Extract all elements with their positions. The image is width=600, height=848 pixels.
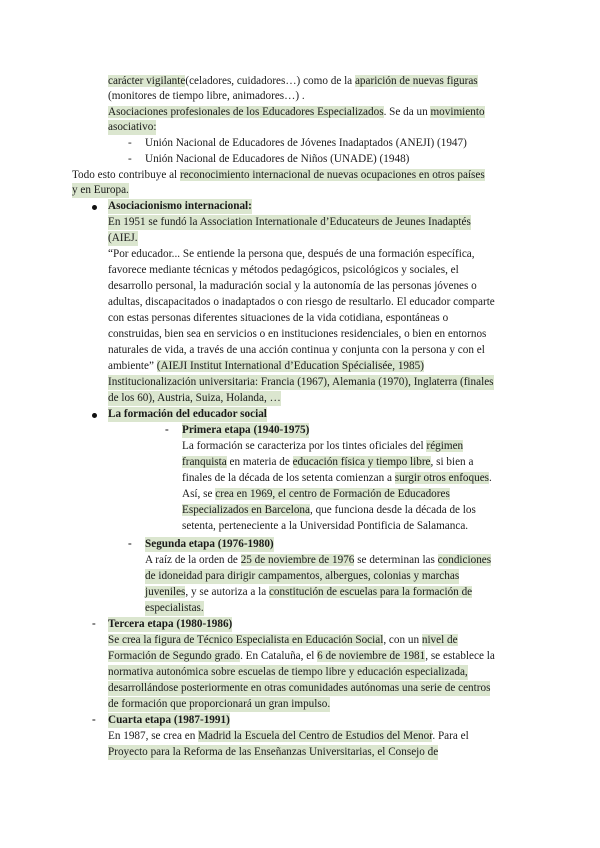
summary-line-1 xyxy=(72,168,485,183)
text: . xyxy=(489,472,492,484)
highlight: reconocimiento internacional de nuevas ocupaciones en otros países xyxy=(179,169,485,181)
section-heading-asociacionismo: Asociacionismo internacional: xyxy=(108,199,252,214)
quote-line: desarrollo personal, la maduración social y la autonomía de las personas jóvenes o xyxy=(108,280,477,292)
intro-line-2: (monitores de tiempo libre, animadores…) . xyxy=(108,90,305,102)
stage-1-line-6: setenta, perteneciente a la Universidad Pontificia de Salamanca. xyxy=(182,520,469,532)
dash-bullet: - xyxy=(128,137,132,149)
intro-line-1 xyxy=(108,74,478,89)
list-item-aneji: Unión Nacional de Educadores de Jóvenes Inadaptados (ANEJI) (1947) xyxy=(145,137,467,149)
stage-3-line-2 xyxy=(108,649,495,664)
highlight: Madrid la Escuela del Centro de Estudios del Menor xyxy=(198,730,433,742)
highlight: carácter vigilante xyxy=(108,75,186,87)
stage-1-line-1 xyxy=(182,439,463,454)
bullet-dot-icon xyxy=(92,205,97,210)
institucionalizacion-line-2: de los 60), Austria, Suiza, Holanda, … xyxy=(108,391,281,406)
highlight: surgir otros enfoques xyxy=(394,472,490,484)
stage-1-line-4 xyxy=(182,487,450,502)
summary-line-2: y en Europa. xyxy=(72,183,129,198)
text: A raíz de la orden de xyxy=(145,554,241,566)
stage-2-line-4: especialistas. xyxy=(145,601,204,616)
text: . Se da un xyxy=(383,106,431,118)
aiej-line-2: (AIEJ. xyxy=(108,231,138,246)
highlight: Formación de Segundo grado xyxy=(108,650,241,662)
highlight: 25 de noviembre de 1976 xyxy=(240,554,355,566)
dash-bullet: - xyxy=(128,153,132,165)
dash-bullet: - xyxy=(128,538,132,550)
highlight: 6 de noviembre de 1981 xyxy=(317,650,426,662)
list-item-unade: Unión Nacional de Educadores de Niños (UNADE) (1948) xyxy=(145,153,410,165)
stage-2-line-3 xyxy=(145,585,472,600)
stage-4-line-2: Proyecto para la Reforma de las Enseñanzas Universitarias, el Consejo de xyxy=(108,745,438,760)
stage-1-line-3 xyxy=(182,471,492,486)
stage-3-line-3: normativa autonómica sobre escuelas de tiempo libre y educación especializada, xyxy=(108,665,468,680)
highlight: crea en 1969 xyxy=(215,488,273,500)
text: , que funciona desde la década de los xyxy=(309,504,476,516)
quote-line: adultas, discapacitados o inadaptados o con riesgo de resultarlo. El educador comparte xyxy=(108,296,495,308)
stage-1-line-2 xyxy=(182,455,473,470)
dash-bullet: - xyxy=(92,714,96,726)
text: En 1987, se crea en xyxy=(108,730,199,742)
intro-line-3 xyxy=(108,105,485,120)
text: ambiente” xyxy=(108,360,157,372)
text: en materia de xyxy=(226,456,293,468)
quote-line: construidas, bien sea en servicios o en instituciones residenciales, o bien en entornos xyxy=(108,328,487,340)
institucionalizacion-line-1: Institucionalización universitaria: Francia (1967), Alemania (1970), Inglaterra (finales xyxy=(108,375,494,390)
highlight: constitución de escuelas para la formación de xyxy=(268,586,473,598)
stage-2-title: Segunda etapa (1976-1980) xyxy=(145,537,274,552)
text: , con un xyxy=(383,634,422,646)
quote-last-line xyxy=(108,359,424,374)
highlight: (AIEJI Institut International d’Education Spécialisée, 1985) xyxy=(156,360,424,372)
bullet-dot-icon xyxy=(92,413,97,418)
intro-line-4: asociativo: xyxy=(108,120,156,135)
text: finales de la década de los setenta comienzan a xyxy=(182,472,395,484)
quote-line: “Por educador... Se entiende la persona que, después de una formación específica, xyxy=(108,248,475,260)
highlight: franquista xyxy=(182,456,227,468)
highlight: aparición de nuevas figuras xyxy=(354,75,478,87)
quote-line: con estas personas diferentes situaciones de la vida cotidiana, espontáneas o xyxy=(108,312,449,324)
stage-2-line-1 xyxy=(145,553,491,568)
highlight: , el centro de Formación de Educadores xyxy=(272,488,450,500)
aiej-line-1: En 1951 se fundó la Association Internationale d’Educateurs de Jeunes Inadaptés xyxy=(108,215,471,230)
stage-1-line-5 xyxy=(182,503,476,518)
text: La formación se caracteriza por los tintes oficiales del xyxy=(182,440,427,452)
highlight: condiciones xyxy=(437,554,492,566)
stage-4-line-1 xyxy=(108,729,469,744)
stage-3-title: Tercera etapa (1980-1986) xyxy=(108,617,232,632)
highlight: educación física y tiempo libre xyxy=(292,456,431,468)
quote-line: favorece mediante técnicas y métodos pedagógicos, psicológicos y sociales, el xyxy=(108,264,459,276)
text: . Para el xyxy=(432,730,469,742)
dash-bullet: - xyxy=(165,424,169,436)
highlight: juveniles xyxy=(145,586,186,598)
stage-3-line-1 xyxy=(108,633,458,648)
stage-4-title: Cuarta etapa (1987-1991) xyxy=(108,713,230,728)
highlight: nivel de xyxy=(421,634,458,646)
text: (celadores, cuidadores…) como de la xyxy=(185,75,355,87)
text: , si bien a xyxy=(430,456,474,468)
section-heading-formacion: La formación del educador social xyxy=(108,407,267,422)
text: Todo esto contribuye al xyxy=(72,169,180,181)
stage-2-line-2: de idoneidad para dirigir campamentos, albergues, colonias y marchas xyxy=(145,569,459,584)
text: se determinan las xyxy=(354,554,438,566)
stage-3-line-4: desarrollándose posteriormente en otras comunidades autónomas una serie de centros xyxy=(108,681,490,696)
text: , y se autoriza a la xyxy=(185,586,269,598)
quote-line: naturales de vida, a través de una acción continua y conjunta con la persona y con el xyxy=(108,344,485,356)
highlight: Asociaciones profesionales de los Educadores Especializados xyxy=(108,106,384,118)
text: , se establece la xyxy=(425,650,495,662)
stage-3-line-5: de formación que proporcionará un gran impulso. xyxy=(108,697,330,712)
dash-bullet: - xyxy=(92,618,96,630)
stage-1-title: Primera etapa (1940-1975) xyxy=(182,423,309,438)
highlight: régimen xyxy=(426,440,464,452)
highlight: Especializados en Barcelona xyxy=(182,504,310,516)
highlight: movimiento xyxy=(430,106,485,118)
text: Así, se xyxy=(182,488,216,500)
text: . En Cataluña, el xyxy=(240,650,318,662)
highlight: Se crea la figura de Técnico Especialista en Educación Social xyxy=(108,634,384,646)
